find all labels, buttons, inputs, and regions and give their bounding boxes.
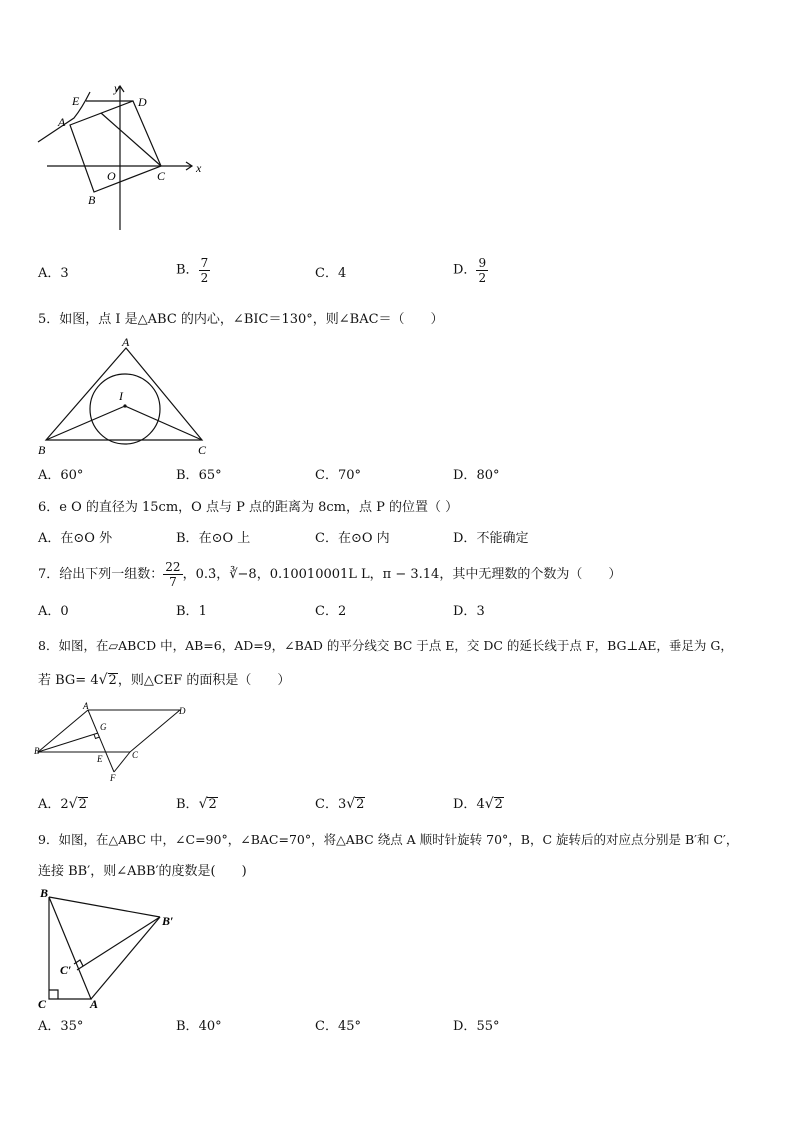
q4-figure [30,80,210,235]
q4-option-d[interactable]: D． $\frac{9}{2}$ [453,256,487,285]
q9-stem-line2: 连接 BB′，则∠ABB′的度数是( ) [38,864,247,879]
q6-stem: 6．e O 的直径为 15cm，O 点与 P 点的距离为 8cm，点 P 的位置（ ） [38,500,459,515]
label-b: B [88,193,96,207]
label-e: E [72,94,80,108]
fraction: $\frac{9}{2}$ [478,256,487,285]
segment-bg [38,733,98,752]
q7-option-c[interactable]: C．2 [315,604,347,619]
q7-option-a[interactable]: A．0 [38,604,69,619]
label-bp: B′ [162,914,174,928]
segment-ic [125,406,202,440]
segment-ac [101,113,161,166]
label-d: D [179,706,186,716]
label-b: B [40,886,49,900]
label-x: x [196,161,202,175]
label-c: C [198,443,207,457]
label-c: C [157,169,166,183]
segment-cf [114,752,130,772]
triangle-abc [49,897,91,999]
q8-option-b[interactable]: B．√2 [176,796,217,812]
q9-option-c[interactable]: C．45° [315,1019,361,1034]
q6-option-c[interactable]: C．在⊙O 内 [315,531,390,546]
label-a: A [90,997,99,1011]
segment-bi [46,406,125,440]
segment-bpa [91,917,160,999]
q8-option-a[interactable]: A．2√2 [38,796,87,812]
label-a: A [58,115,66,129]
label-b: B [38,443,46,457]
segment-cpbp [77,917,160,970]
q9-figure [34,884,184,1014]
q5-option-a[interactable]: A．60° [38,468,84,483]
q4-option-b[interactable]: B． $\frac{7}{2}$ [176,256,209,285]
q7-option-d[interactable]: D．3 [453,604,485,619]
q6-option-d[interactable]: D．不能确定 [453,531,529,546]
label-y: y [114,81,120,95]
segment-bbp [49,897,160,917]
q8-option-c[interactable]: C．3√2 [315,796,365,812]
label-i: I [119,389,123,403]
q5-option-b[interactable]: B．65° [176,468,222,483]
q6-option-b[interactable]: B．在⊙O 上 [176,531,251,546]
q5-option-c[interactable]: C．70° [315,468,361,483]
q9-option-a[interactable]: A．35° [38,1019,84,1034]
label-a: A [122,336,130,349]
q5-option-d[interactable]: D．80° [453,468,500,483]
label-c: C [38,997,47,1011]
incircle [90,374,160,444]
q8-stem-line1: 8．如图，在▱ABCD 中，AB=6，AD=9，∠BAD 的平分线交 BC 于点 E，交 DC 的延长线于点 F，BG⊥AE，垂足为 G， [38,638,733,653]
q4-option-c[interactable]: C．4 [315,266,347,281]
label-c: C [132,750,139,760]
q5-stem: 5．如图，点 I 是△ABC 的内心，∠BIC＝130°，则∠BAC＝（ ） [38,312,444,327]
label-a: A [83,701,89,711]
q9-option-d[interactable]: D．55° [453,1019,500,1034]
q6-option-a[interactable]: A．在⊙O 外 [38,531,113,546]
label-g: G [100,722,107,732]
triangle-abc [46,348,202,440]
point-i [123,404,126,407]
fraction-22-7: $\frac{22}{7}$ [165,560,181,589]
q4-option-a[interactable]: A．3 [38,266,69,281]
q8-figure [34,700,204,784]
right-angle-c [49,990,58,999]
q7-stem: 7．给出下列一组数： $\frac{22}{7}$ ，0.3̇，∛−8，0.10010001L L，π − 3.14，其中无理数的个数为（ ） [38,560,622,589]
q8-option-d[interactable]: D．4√2 [453,796,503,812]
q9-stem-line1: 9．如图，在△ABC 中，∠C=90°，∠BAC=70°，将△ABC 绕点 A 顺时针旋转 70°，B，C 旋转后的对应点分别是 B′和 C′， [38,832,739,847]
label-o: O [107,169,116,183]
label-e: E [97,754,103,764]
q7-option-b[interactable]: B．1 [176,604,207,619]
q8-stem-line2: 若 BG= 4√2，则△CEF 的面积是（ ） [38,672,291,688]
label-d: D [138,95,147,109]
fraction: $\frac{7}{2}$ [200,256,209,285]
label-f: F [110,773,116,783]
label-cp: C′ [60,963,72,977]
q9-option-b[interactable]: B．40° [176,1019,222,1034]
label-b: B [34,746,40,756]
q5-figure [36,336,216,458]
